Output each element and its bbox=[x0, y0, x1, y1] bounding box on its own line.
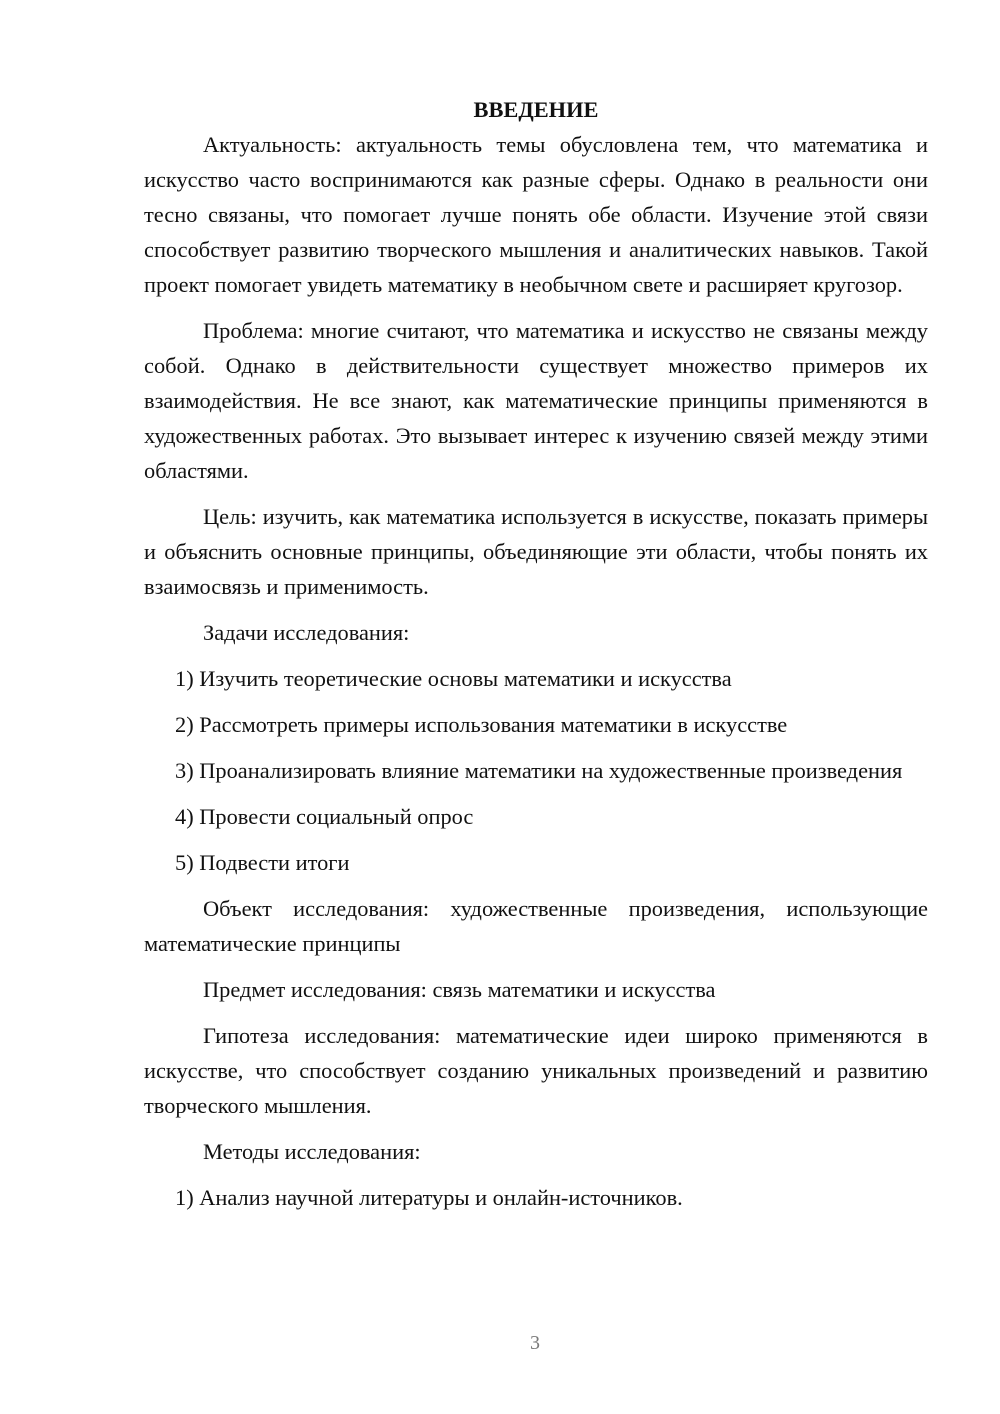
task-item: 2) Рассмотреть примеры использования математики в искусстве bbox=[175, 712, 788, 737]
methods-title: Методы исследования: bbox=[203, 1139, 421, 1164]
task-item: 4) Провести социальный опрос bbox=[175, 804, 474, 829]
paragraph-hypothesis: Гипотеза исследования: математические идеи широко применяются в искусстве, что способствует созданию уникальных произведений и развитию творческого мышления. bbox=[144, 1023, 928, 1118]
paragraph-object: Объект исследования: художественные произведения, использующие математические принципы bbox=[144, 896, 928, 956]
page-number: 3 bbox=[530, 1332, 540, 1354]
tasks-title: Задачи исследования: bbox=[203, 620, 410, 645]
method-item: 1) Анализ научной литературы и онлайн-источников. bbox=[175, 1185, 683, 1210]
paragraph-subject: Предмет исследования: связь математики и искусства bbox=[203, 977, 716, 1002]
task-item: 1) Изучить теоретические основы математики и искусства bbox=[175, 666, 732, 691]
task-item: 3) Проанализировать влияние математики на художественные произведения bbox=[175, 758, 903, 783]
section-heading: ВВЕДЕНИЕ bbox=[473, 97, 599, 122]
paragraph-goal: Цель: изучить, как математика используется в искусстве, показать примеры и объяснить основные принципы, объединяющие эти области, чтобы понять их взаимосвязь и применимость. bbox=[144, 504, 928, 599]
paragraph-actuality: Актуальность: актуальность темы обусловлена тем, что математика и искусство часто воспринимаются как разные сферы. Однако в реальности они тесно связаны, что помогает лучше понять обе области. Изучение этой связи способствует развитию творческого мышления и аналитических навыков. Такой проект помогает увидеть математику в необычном свете и расширяет кругозор. bbox=[144, 132, 928, 297]
task-item: 5) Подвести итоги bbox=[175, 850, 350, 875]
paragraph-problem: Проблема: многие считают, что математика и искусство не связаны между собой. Однако в действительности существует множество примеров их взаимодействия. Не все знают, как математические принципы применяются в художественных работах. Это вызывает интерес к изучению связей между этими областями. bbox=[144, 318, 928, 483]
document-page bbox=[144, 92, 928, 1215]
